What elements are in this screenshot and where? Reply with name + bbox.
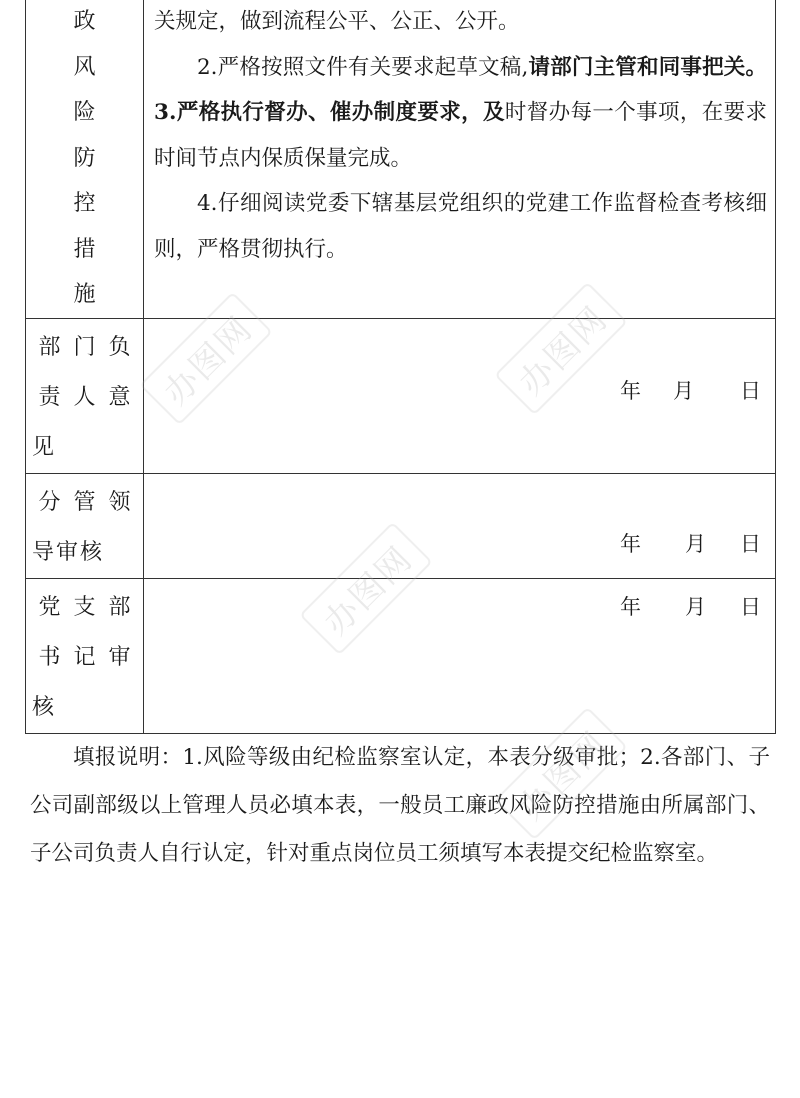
label-char: 部 [108, 594, 131, 620]
date-day: 日 [740, 594, 761, 619]
date-month: 月 [673, 378, 694, 403]
risk-measures-content-cell [144, 0, 776, 318]
label-char: 负 [108, 334, 131, 360]
label-char: 领 [108, 489, 131, 515]
risk-measures-row [26, 0, 776, 318]
measure-item-2-3 [154, 45, 767, 182]
approval-form-table [25, 0, 776, 734]
date-month: 月 [685, 594, 706, 619]
label-char: 施 [73, 282, 96, 307]
label-char: 政 [73, 9, 96, 34]
label-char: 风 [73, 54, 96, 80]
watermark-logo: 办图网 [299, 522, 433, 656]
label-char: 党 [38, 594, 61, 620]
risk-measures-label [26, 0, 143, 318]
measure-text: 2.严格按照文件有关要求起草文稿, [197, 54, 529, 80]
party-secretary-label [26, 579, 143, 733]
label-char: 见 [32, 434, 55, 460]
label-char: 人 [73, 384, 96, 410]
supervisor-label-cell [26, 473, 144, 578]
dept-head-opinion-row [26, 318, 776, 473]
measure-item-4: 4.仔细阅读党委下辖基层党组织的党建工作监督检查考核细则，严格贯彻执行。 [154, 191, 767, 262]
supervisor-label [26, 474, 143, 578]
label-char: 险 [73, 100, 96, 125]
date-day: 日 [740, 531, 761, 556]
instructions-text: 填报说明：1.风险等级由纪检监察室认定，本表分级审批；2.各部门、子公司副部级以上管理人员必填本表，一般员工廉政风险防控措施由所属部门、子公司负责人自行认定，针对重点岗位员工须填写本表提交纪检监察室。 [30, 745, 770, 866]
label-char: 意 [108, 384, 131, 410]
label-char: 部 [38, 334, 61, 360]
date-day: 日 [740, 378, 761, 403]
label-text: 导审核 [32, 539, 105, 565]
dept-head-label-cell [26, 318, 144, 473]
date-year: 年 [620, 378, 641, 403]
label-char: 书 [38, 644, 61, 670]
signature-date [144, 528, 775, 558]
signature-date [144, 375, 775, 405]
label-char: 门 [73, 334, 96, 360]
label-char: 控 [73, 191, 96, 216]
date-month: 月 [685, 531, 706, 556]
label-char: 措 [73, 236, 96, 262]
measure-line-1: 关规定，做到流程公平、公正、公开。 [154, 9, 520, 34]
date-year: 年 [620, 531, 641, 556]
measure-text-bold: 请部门主管和同事把关。3.严格执行督办、催办制度要求，及 [154, 54, 767, 125]
label-char: 责 [38, 384, 61, 410]
date-year: 年 [620, 594, 641, 619]
label-char: 支 [73, 594, 96, 620]
dept-head-label [26, 319, 143, 473]
filling-instructions [30, 734, 770, 878]
label-char: 审 [108, 644, 131, 670]
watermark-logo: 办图网 [494, 282, 628, 416]
dept-head-content-cell[interactable] [144, 318, 776, 473]
label-char: 防 [73, 145, 96, 171]
label-char: 记 [73, 644, 96, 670]
risk-measures-label-cell [26, 0, 144, 318]
label-char: 核 [32, 694, 55, 720]
party-secretary-review-row [26, 578, 776, 733]
supervisor-review-row [26, 473, 776, 578]
risk-measures-text [144, 0, 775, 272]
watermark-logo: 办图网 [139, 292, 273, 426]
signature-date [144, 591, 775, 621]
party-secretary-content-cell[interactable] [144, 578, 776, 733]
watermark-logo: 办图网 [494, 707, 628, 841]
measure-text: 时督办每一个事项，在要求时间节点内保质保量完成。 [154, 100, 767, 171]
label-char: 管 [73, 489, 96, 515]
label-char: 分 [38, 489, 61, 515]
party-secretary-label-cell [26, 578, 144, 733]
supervisor-content-cell[interactable] [144, 473, 776, 578]
